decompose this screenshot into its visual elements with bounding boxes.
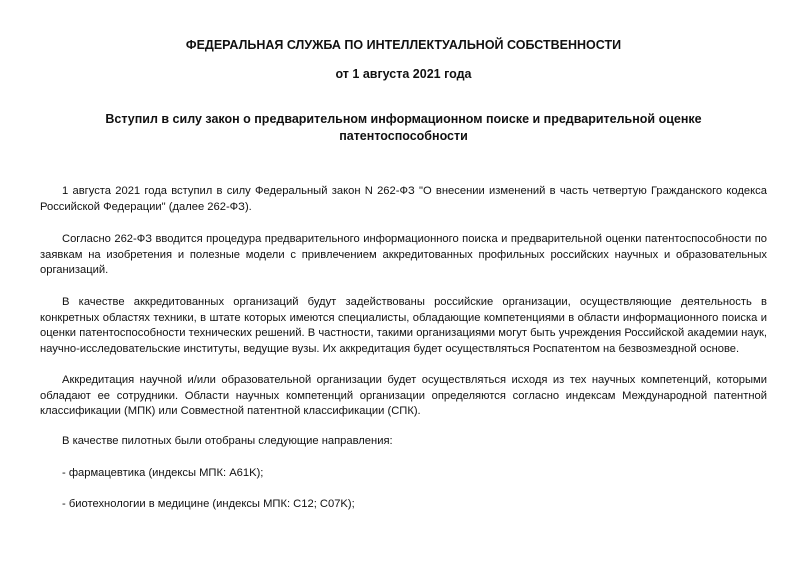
paragraph-procedure: Согласно 262-ФЗ вводится процедура предварительного информационного поиска и предварительной оценки патентоспособности по заявкам на изобретения и полезные модели с привлечением аккредитованных профильных российских научных и образовательных организаций. [40, 233, 767, 277]
list-item-biotech-medicine: - биотехнологии в медицине (индексы МПК: C12; C07K); [62, 498, 355, 510]
list-item-pharmaceutics: - фармацевтика (индексы МПК: A61K); [62, 467, 264, 479]
paragraph-accredited-organizations: В качестве аккредитованных организаций будут задействованы российские организации, осуществляющие деятельность в конкретных областях техники, в штате которых имеются специалисты, обладающие компетенциями в области информационного поиска и оценки патентоспособности технических решений. В частности, такими организациями могут быть учреждения Российской академии наук, научно-исследовательские институты, ведущие вузы. Их аккредитация будет осуществляться Роспатентом на безвозмездной основе. [40, 296, 767, 355]
paragraph-pilot-directions: В качестве пилотных были отобраны следующие направления: [62, 435, 393, 447]
organization-heading: ФЕДЕРАЛЬНАЯ СЛУЖБА ПО ИНТЕЛЛЕКТУАЛЬНОЙ СОБСТВЕННОСТИ [185, 38, 622, 52]
date-line: от 1 августа 2021 года [335, 67, 472, 81]
document-title: Вступил в силу закон о предварительном информационном поиске и предварительной оценке патентоспособности [105, 112, 702, 143]
paragraph-accreditation-basis: Аккредитация научной и/или образовательной организации будет осуществляться исходя из тех научных компетенций, которыми обладают ее сотрудники. Области научных компетенций организации определяются согласно индексам Международной патентной классификации (МПК) или Совместной патентной классификации (СПК). [40, 374, 767, 418]
paragraph-law-effective: 1 августа 2021 года вступил в силу Федеральный закон N 262-ФЗ "О внесении изменений в часть четвертую Гражданского кодекса Российской Федерации" (далее 262-ФЗ). [40, 185, 767, 213]
